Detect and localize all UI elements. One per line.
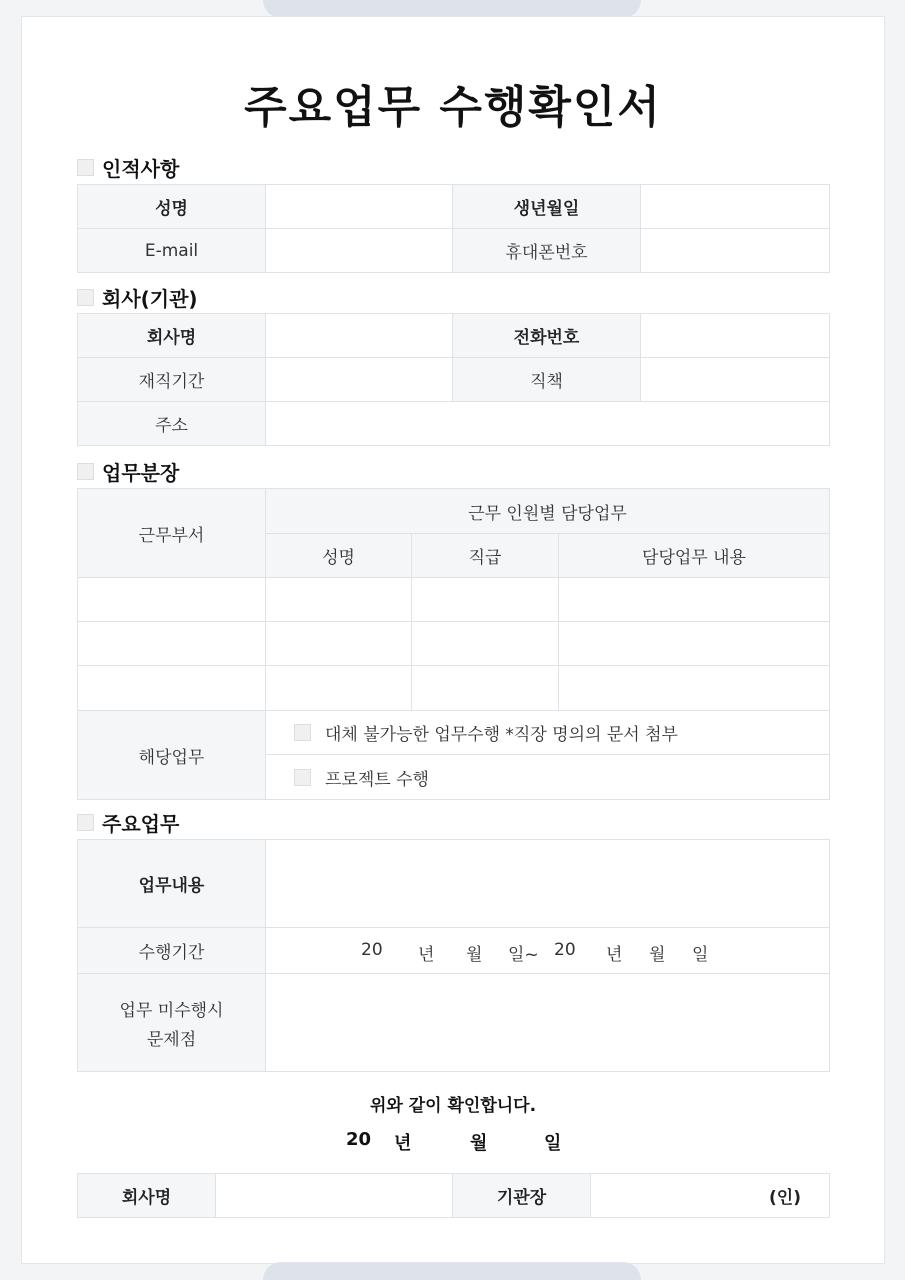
sign-company-label: 회사명 bbox=[78, 1174, 216, 1218]
checkbox-icon bbox=[77, 159, 94, 176]
tel-field[interactable] bbox=[641, 314, 830, 358]
period-month2: 월 bbox=[649, 944, 666, 965]
phone-field[interactable] bbox=[641, 229, 830, 273]
content-label: 업무내용 bbox=[78, 840, 266, 928]
checkbox-icon[interactable] bbox=[294, 724, 311, 741]
address-label: 주소 bbox=[78, 402, 266, 446]
perform-period-field[interactable] bbox=[266, 928, 830, 974]
date-day-unit: 일 bbox=[544, 1133, 562, 1154]
table-row bbox=[78, 666, 830, 711]
checkbox-icon bbox=[77, 814, 94, 831]
option-irreplaceable-label: 대체 불가능한 업무수행 *직장 명의의 문서 첨부 bbox=[325, 725, 678, 745]
problem-label-line2: 문제점 bbox=[146, 1029, 197, 1050]
sign-company-field[interactable] bbox=[216, 1174, 453, 1218]
name-field[interactable] bbox=[266, 185, 453, 229]
position-field[interactable] bbox=[641, 358, 830, 402]
section-main bbox=[77, 808, 179, 837]
birth-label: 생년월일 bbox=[453, 185, 641, 229]
task-cell[interactable] bbox=[559, 622, 830, 666]
option-project-label: 프로젝트 수행 bbox=[325, 769, 429, 790]
seal-mark: (인) bbox=[769, 1188, 801, 1208]
checkbox-icon[interactable] bbox=[294, 769, 311, 786]
period-year2: 년 bbox=[606, 944, 623, 965]
dept-cell[interactable] bbox=[78, 578, 266, 622]
period-year1: 년 bbox=[418, 944, 435, 965]
dept-label: 근무부서 bbox=[78, 489, 266, 578]
document-title: 주요업무 수행확인서 bbox=[244, 82, 662, 133]
col-rank-header: 직급 bbox=[412, 534, 559, 578]
company-table bbox=[77, 313, 830, 446]
document-page bbox=[21, 16, 885, 1264]
applicable-label: 해당업무 bbox=[78, 711, 266, 800]
name-cell[interactable] bbox=[266, 578, 412, 622]
duty-table bbox=[77, 488, 830, 800]
employment-period-label: 재직기간 bbox=[78, 358, 266, 402]
task-cell[interactable] bbox=[559, 578, 830, 622]
perform-period-label: 수행기간 bbox=[78, 928, 266, 974]
personal-table bbox=[77, 184, 830, 273]
col-name-header: 성명 bbox=[266, 534, 412, 578]
tel-label: 전화번호 bbox=[453, 314, 641, 358]
seal-field[interactable] bbox=[591, 1174, 830, 1218]
date-year-unit: 년 bbox=[394, 1133, 412, 1154]
section-duty-label: 업무분장 bbox=[102, 461, 180, 485]
checkbox-icon bbox=[77, 289, 94, 306]
option-irreplaceable[interactable] bbox=[266, 711, 830, 755]
email-label: E-mail bbox=[78, 229, 266, 273]
company-name-label: 회사명 bbox=[78, 314, 266, 358]
confirm-text: 위와 같이 확인합니다. bbox=[369, 1096, 537, 1116]
period-month1: 월 bbox=[466, 944, 483, 965]
problem-label bbox=[78, 974, 266, 1072]
name-label: 성명 bbox=[78, 185, 266, 229]
problem-field[interactable] bbox=[266, 974, 830, 1072]
dept-cell[interactable] bbox=[78, 622, 266, 666]
section-company-label: 회사(기관) bbox=[102, 287, 198, 311]
col-task-header: 담당업무 내용 bbox=[559, 534, 830, 578]
email-field[interactable] bbox=[266, 229, 453, 273]
option-project[interactable] bbox=[266, 755, 830, 800]
content-field[interactable] bbox=[266, 840, 830, 928]
main-table bbox=[77, 839, 830, 1072]
date-year-prefix: 20 bbox=[346, 1129, 372, 1150]
sign-head-label: 기관장 bbox=[453, 1174, 591, 1218]
section-main-label: 주요업무 bbox=[102, 812, 180, 836]
task-cell[interactable] bbox=[559, 666, 830, 711]
period-day1: 일~ bbox=[508, 944, 539, 965]
sign-table bbox=[77, 1173, 830, 1218]
section-personal bbox=[77, 153, 179, 182]
position-label: 직책 bbox=[453, 358, 641, 402]
address-field[interactable] bbox=[266, 402, 830, 446]
employment-period-field[interactable] bbox=[266, 358, 453, 402]
period-y1: 20 bbox=[361, 939, 383, 960]
birth-field[interactable] bbox=[641, 185, 830, 229]
rank-cell[interactable] bbox=[412, 578, 559, 622]
table-row bbox=[78, 622, 830, 666]
rank-cell[interactable] bbox=[412, 622, 559, 666]
name-cell[interactable] bbox=[266, 666, 412, 711]
company-name-field[interactable] bbox=[266, 314, 453, 358]
sign-date bbox=[22, 1129, 886, 1155]
date-month-unit: 월 bbox=[470, 1133, 488, 1154]
group-header: 근무 인원별 담당업무 bbox=[266, 489, 830, 534]
rank-cell[interactable] bbox=[412, 666, 559, 711]
name-cell[interactable] bbox=[266, 622, 412, 666]
checkbox-icon bbox=[77, 463, 94, 480]
section-company bbox=[77, 283, 198, 312]
phone-label: 휴대폰번호 bbox=[453, 229, 641, 273]
period-y2: 20 bbox=[554, 939, 576, 960]
bottom-tab-decoration bbox=[263, 1262, 641, 1280]
dept-cell[interactable] bbox=[78, 666, 266, 711]
period-day2: 일 bbox=[692, 944, 709, 965]
problem-label-line1: 업무 미수행시 bbox=[119, 1000, 224, 1021]
section-personal-label: 인적사항 bbox=[102, 157, 180, 181]
table-row bbox=[78, 578, 830, 622]
section-duty bbox=[77, 457, 179, 486]
